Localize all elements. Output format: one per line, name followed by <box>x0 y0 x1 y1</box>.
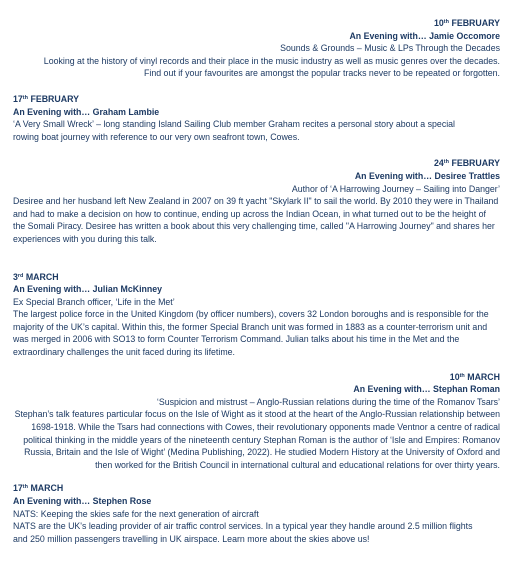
event-subtitle: Sounds & Grounds – Music & LPs Through the Decades <box>280 43 500 54</box>
date-month: MARCH <box>25 271 59 282</box>
event-subtitle: NATS: Keeping the skies safe for the next generation of aircraft <box>13 508 259 519</box>
date-suffix: th <box>443 19 449 25</box>
date-month: FEBRUARY <box>30 93 79 104</box>
date-suffix: th <box>22 484 28 491</box>
date-day: 24 <box>434 158 444 169</box>
event-heading: An Evening with… Stephan Roman <box>353 384 500 395</box>
event-date <box>13 271 500 284</box>
event-description: Desiree and her husband left New Zealand in 2007 on 39 ft yacht "Skylark II" to sail the world. By 2010 they were in Thailand and had to make a decision on how to continue, ending up across the Indian Ocean, in what turned out to be the height of the Somali Piracy. Desiree has written a book about this very challenging time, called "A Harrowing Journey" and shares her experiences with you during this talk. <box>13 196 499 244</box>
date-suffix: th <box>459 372 465 379</box>
event-description: Looking at the history of vinyl records and their place in the music industry as well as music genres over the decades. Find out if your favourites are amongst the popular tracks never to be repeated or forgotten. <box>43 55 500 79</box>
event-description: Stephan’s talk features particular focus on the Isle of Wight as it stood at the heart of the Anglo-Russian relationship between 1698-1918. While the Tsars had connections with Cowes, their revolutionary opponents made Ventnor a centre of radical political thinking in the middle years of the nineteenth century Stephan Roman is the author of ‘Isle and Empires: Romanov Russia, Britain and the Isle of Wight’ (Medina Publishing, 2022). He studied Modern History at the University of Oxford and then worked for the British Council in international cultural and educational relations for over thirty years. <box>14 409 500 470</box>
event-subtitle: Author of ‘A Harrowing Journey – Sailing into Danger’ <box>291 183 500 194</box>
event-date <box>13 93 500 106</box>
event-stephan-roman <box>13 371 500 472</box>
event-heading: An Evening with… Desiree Trattles <box>354 170 500 181</box>
event-desiree-trattles <box>13 157 500 245</box>
date-day: 10 <box>449 371 460 382</box>
event-date <box>13 371 500 384</box>
event-date <box>13 17 500 30</box>
date-month: FEBRUARY <box>451 18 500 28</box>
event-heading: An Evening with… Graham Lambie <box>13 106 160 117</box>
event-description: The largest police force in the United Kingdom (by officer numbers), covers 32 London boroughs and is responsible for the majority of the UK’s capital. Within this, the former Special Branch unit was formed in 1883 as a counter-terrorism unit and was merged in 2006 with SO13 to form Counter Terrorism Command. Julian talks about his time in the Met and the extraordinary challenges the unit faced during its lifetime. <box>13 309 489 358</box>
date-suffix: rd <box>17 272 24 279</box>
date-suffix: th <box>22 94 28 101</box>
event-description: NATS are the UK's leading provider of air traffic control services. In a typical year they handle around 2.5 million flights and 250 million passengers travelling in UK airspace. Learn more about the skies above us! <box>13 521 473 544</box>
date-month: FEBRUARY <box>451 158 500 169</box>
date-day: 10 <box>434 18 444 28</box>
event-subtitle: ‘Suspicion and mistrust – Anglo-Russian relations during the time of the Romanov Tsars’ <box>156 396 500 407</box>
events-list <box>13 17 500 545</box>
date-day: 3 <box>13 271 18 282</box>
event-heading: An Evening with… Julian McKinney <box>13 284 163 295</box>
event-stephen-rose <box>13 482 500 545</box>
event-description: ‘A Very Small Wreck’ – long standing Island Sailing Club member Graham recites a personal story about a special rowing boat journey with reference to our very own seafront town, Cowes. <box>13 119 456 142</box>
date-day: 17 <box>13 93 23 104</box>
event-date <box>13 157 500 170</box>
event-graham-lambie <box>13 93 500 143</box>
event-julian-mckinney <box>13 271 500 359</box>
event-jamie-occomore <box>13 17 500 80</box>
event-date <box>13 482 500 495</box>
event-subtitle: Ex Special Branch officer, ‘Life in the Met’ <box>13 296 175 307</box>
date-month: MARCH <box>30 483 64 494</box>
date-suffix: th <box>443 159 449 166</box>
event-heading: An Evening with… Jamie Occomore <box>349 30 500 41</box>
date-month: MARCH <box>467 371 500 382</box>
date-day: 17 <box>13 483 23 494</box>
event-heading: An Evening with… Stephen Rose <box>13 496 152 506</box>
